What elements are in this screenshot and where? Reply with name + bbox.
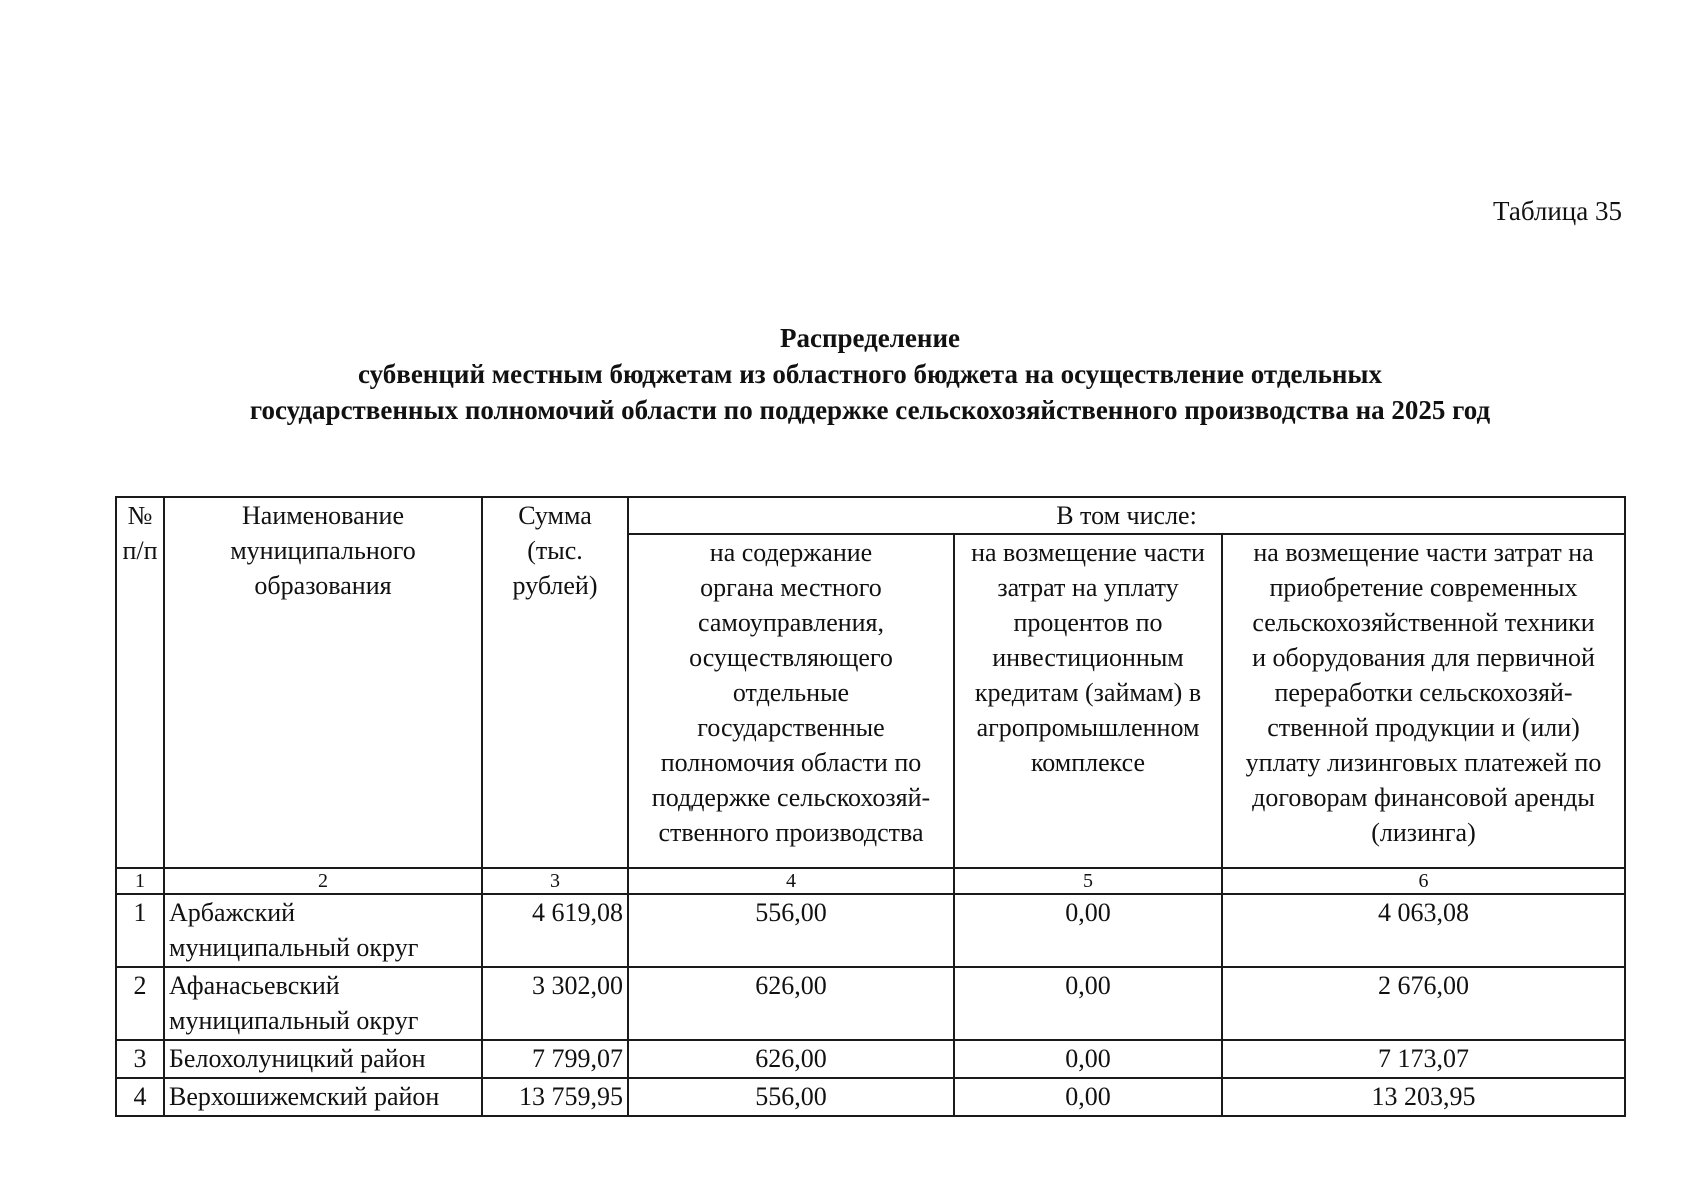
column-number: 5 — [954, 868, 1222, 894]
header-including: В том числе: — [628, 497, 1625, 534]
title-line-2: субвенций местным бюджетам из областного бюджета на осуществление отдельных — [357, 359, 1383, 389]
row-name-line: Афанасьевский — [169, 971, 340, 1000]
row-sum: 4 619,08 — [482, 894, 628, 967]
header-col4-line: отдельные — [732, 678, 850, 707]
header-col6-line: ственной продукции и (или) — [1267, 713, 1580, 742]
header-col5-line: затрат на уплату — [997, 573, 1179, 602]
row-col4: 556,00 — [628, 894, 954, 967]
table-row — [116, 967, 1625, 1040]
row-col6: 13 203,95 — [1222, 1078, 1625, 1116]
row-col5: 0,00 — [954, 1040, 1222, 1078]
header-col4-line: самоуправления, — [697, 608, 885, 637]
header-col4-line: на содержание — [709, 538, 873, 567]
row-col4: 626,00 — [628, 967, 954, 1040]
header-sum — [482, 497, 628, 868]
row-col6: 2 676,00 — [1222, 967, 1625, 1040]
row-num: 1 — [116, 894, 164, 967]
row-name-line: Арбажский — [169, 898, 296, 927]
column-number-row — [116, 868, 1625, 894]
header-col6-line: уплату лизинговых платежей по — [1245, 748, 1602, 777]
row-sum: 7 799,07 — [482, 1040, 628, 1078]
table-row — [116, 1078, 1625, 1116]
header-col5-line: агропромышленном — [976, 713, 1200, 742]
row-col4: 556,00 — [628, 1078, 954, 1116]
header-col6-line: договорам финансовой аренды — [1252, 783, 1595, 812]
header-num — [116, 497, 164, 868]
row-sum: 13 759,95 — [482, 1078, 628, 1116]
header-col5-line: процентов по — [1013, 608, 1163, 637]
column-number: 4 — [628, 868, 954, 894]
header-col5-line: кредитам (займам) в — [974, 678, 1202, 707]
header-col6-line: и оборудования для первичной — [1252, 643, 1595, 672]
header-sum-line: Сумма — [518, 501, 592, 530]
header-name-line: муниципального — [230, 536, 416, 565]
header-col6-line: сельскохозяйственной техники — [1252, 608, 1595, 637]
row-name-line: Белохолуницкий район — [169, 1044, 426, 1073]
row-name — [164, 1040, 482, 1078]
row-sum: 3 302,00 — [482, 967, 628, 1040]
table-row — [116, 1040, 1625, 1078]
row-col6: 7 173,07 — [1222, 1040, 1625, 1078]
header-col6-line: на возмещение части затрат на — [1253, 538, 1594, 567]
header-col4-line: осуществляющего — [689, 643, 893, 672]
header-col4-line: полномочия области по — [660, 748, 922, 777]
header-col5 — [954, 534, 1222, 868]
row-num: 3 — [116, 1040, 164, 1078]
header-col6-line: переработки сельскохозяй- — [1274, 678, 1573, 707]
header-sum-line: (тыс. — [527, 536, 583, 565]
row-col4: 626,00 — [628, 1040, 954, 1078]
document-title — [115, 320, 1625, 428]
column-number: 1 — [116, 868, 164, 894]
header-sum-line: рублей) — [512, 571, 598, 600]
row-col5: 0,00 — [954, 894, 1222, 967]
header-col6-line: приобретение современных — [1269, 573, 1578, 602]
row-name — [164, 894, 482, 967]
header-col6-line: (лизинга) — [1371, 818, 1476, 847]
header-col5-line: на возмещение части — [971, 538, 1205, 567]
row-col5: 0,00 — [954, 967, 1222, 1040]
header-num-line: п/п — [122, 536, 158, 565]
row-name-line: муниципальный округ — [169, 1006, 419, 1035]
row-num: 4 — [116, 1078, 164, 1116]
header-col5-line: инвестиционным — [992, 643, 1184, 672]
row-name — [164, 967, 482, 1040]
header-name — [164, 497, 482, 868]
header-name-line: Наименование — [242, 501, 404, 530]
subvention-table — [115, 496, 1626, 1117]
row-name-line: муниципальный округ — [169, 933, 419, 962]
header-col4-line: государственные — [697, 713, 885, 742]
header-num-line: № — [127, 501, 153, 530]
header-col5-line: комплексе — [1030, 748, 1146, 777]
header-col4-line: органа местного — [700, 573, 882, 602]
title-line-3: государственных полномочий области по поддержке сельскохозяйственного производства на 2025 год — [249, 395, 1491, 425]
row-col5: 0,00 — [954, 1078, 1222, 1116]
header-col4 — [628, 534, 954, 868]
row-col6: 4 063,08 — [1222, 894, 1625, 967]
row-num: 2 — [116, 967, 164, 1040]
table-number: Таблица 35 — [1493, 196, 1622, 226]
column-number: 3 — [482, 868, 628, 894]
header-col6 — [1222, 534, 1625, 868]
title-line-1: Распределение — [779, 323, 961, 353]
table-row — [116, 894, 1625, 967]
header-name-line: образования — [254, 571, 392, 600]
row-name-line: Верхошижемский район — [169, 1082, 440, 1111]
column-number: 6 — [1222, 868, 1625, 894]
header-col4-line: поддержке сельскохозяй- — [651, 783, 931, 812]
column-number: 2 — [164, 868, 482, 894]
header-col4-line: ственного производства — [658, 818, 924, 847]
row-name — [164, 1078, 482, 1116]
